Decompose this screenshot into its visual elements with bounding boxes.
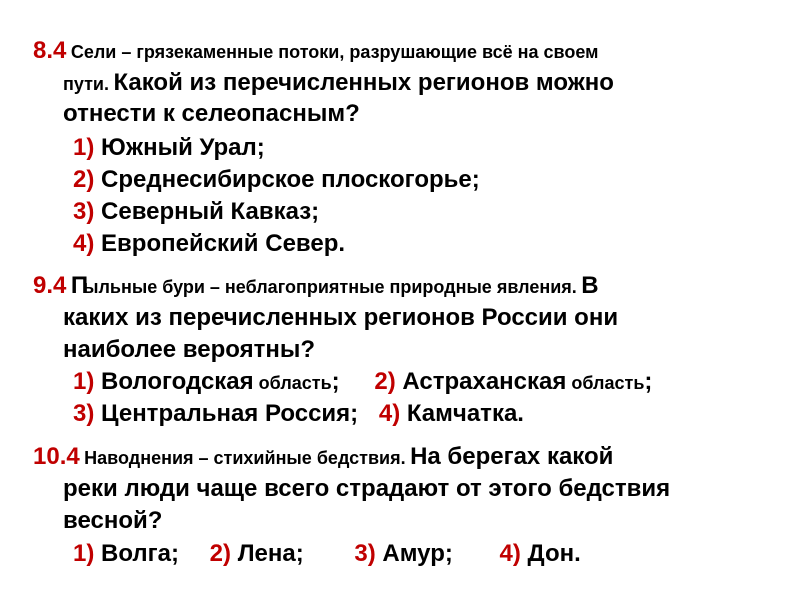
- q9-option-1-text: Вологодская: [101, 368, 254, 395]
- q9-option-2-text: Астраханская: [402, 368, 567, 395]
- q10-option-4-text: Дон.: [527, 540, 581, 567]
- q10-number: 10.4: [33, 443, 80, 470]
- q10-intro: Наводнения – стихийные бедствия.: [84, 448, 406, 468]
- q8-option-1-text: Южный Урал;: [101, 134, 265, 161]
- q8-option-4-text: Европейский Север.: [101, 230, 346, 257]
- q8-option-1-num: 1): [73, 134, 95, 161]
- q9-option-1-end: ;: [331, 368, 340, 395]
- q9-line-1: [33, 274, 599, 298]
- q9-option-3-num: 3): [73, 400, 95, 427]
- q10-option-1-text: Волга;: [101, 540, 179, 567]
- q9-number: 9.4: [33, 272, 67, 299]
- q8-line-1: [33, 39, 598, 63]
- q8-option-3: [73, 200, 319, 224]
- q10-options-row: [73, 542, 581, 566]
- q9-option-1-num: 1): [73, 368, 95, 395]
- q9-option-4-text: Камчатка.: [406, 400, 524, 427]
- q10-option-1-num: 1): [73, 540, 95, 567]
- q8-option-2-text: Среднесибирское плоскогорье;: [101, 166, 480, 193]
- q10-question-1: На берегах какой: [410, 443, 614, 470]
- q9-question-3: наиболее вероятны?: [63, 336, 315, 363]
- q8-option-4-num: 4): [73, 230, 95, 257]
- q9-option-2-small: область: [571, 373, 645, 393]
- q9-option-4-num: 4): [378, 400, 401, 427]
- q10-option-3-text: Амур;: [382, 540, 453, 567]
- q9-question-start: В: [581, 272, 599, 299]
- q10-question-2: реки люди чаще всего страдают от этого бедствия: [63, 475, 671, 502]
- q9-intro: ыльные бури – неблагоприятные природные явления.: [83, 277, 577, 297]
- q10-line-1: [33, 445, 613, 469]
- q9-options-row-2: [73, 402, 524, 426]
- q9-option-2-num: 2): [374, 368, 396, 395]
- q8-intro: Сели – грязекаменные потоки, разрушающие всё на своем: [70, 42, 599, 62]
- q8-question-2: отнести к селеопасным?: [63, 100, 360, 127]
- q10-option-4-num: 4): [499, 540, 521, 567]
- q10-option-2-text: Лена;: [237, 540, 304, 567]
- q9-option-2-end: ;: [644, 368, 653, 395]
- q8-question-1: Какой из перечисленных регионов можно: [113, 69, 614, 96]
- q8-number: 8.4: [33, 37, 67, 64]
- q8-intro-2: пути.: [63, 74, 109, 94]
- q10-option-3-num: 3): [354, 540, 376, 567]
- q9-first-letter: П: [70, 272, 89, 299]
- q10-question-3: весной?: [63, 507, 163, 534]
- q8-option-3-num: 3): [73, 198, 95, 225]
- q8-option-2: [73, 168, 480, 192]
- q9-options-row-1: [73, 370, 652, 394]
- q8-option-3-text: Северный Кавказ;: [101, 198, 320, 225]
- q8-option-2-num: 2): [73, 166, 95, 193]
- q10-option-2-num: 2): [209, 540, 232, 567]
- q8-line-2: [63, 71, 614, 95]
- q8-option-4: [73, 232, 345, 256]
- q9-option-3-text: Центральная Россия;: [101, 400, 359, 427]
- q9-question-2: каких из перечисленных регионов России они: [63, 304, 619, 331]
- q9-option-1-small: область: [258, 373, 332, 393]
- q8-option-1: [73, 136, 265, 160]
